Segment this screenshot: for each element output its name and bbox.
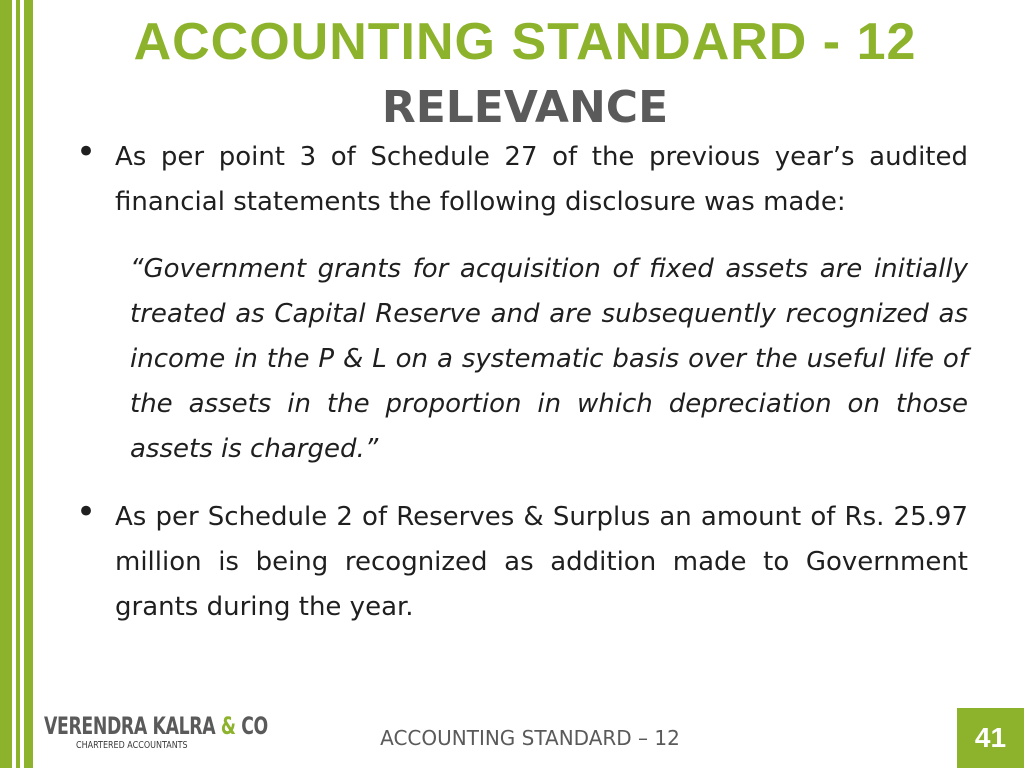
logo-name: VERENDRA KALRA [44, 712, 216, 740]
footer-title: ACCOUNTING STANDARD – 12 [380, 726, 680, 750]
page-number-badge [957, 708, 1024, 768]
accent-bar-left [0, 0, 12, 768]
logo-tagline: CHARTERED ACCOUNTANTS [76, 740, 188, 751]
logo-co: CO [241, 712, 268, 740]
slide-title: ACCOUNTING STANDARD - 12 [133, 13, 917, 71]
bullet-marker: • [76, 132, 97, 172]
logo-wordmark [44, 712, 268, 740]
slide-subtitle: RELEVANCE [381, 82, 669, 133]
accent-bar-right [24, 0, 33, 768]
quoted-disclosure: “Government grants for acquisition of fixed assets are initially treated as Capital Reserve and are subsequently recognized as income in the P & L on a systematic basis over the useful life of the assets in the proportion in which depreciation on those assets is charged.” [130, 254, 968, 464]
bullet-text-1: As per point 3 of Schedule 27 of the previous year’s audited financial statements the following disclosure was made: [115, 142, 968, 217]
firm-logo [44, 712, 268, 752]
bullet-text-2: As per Schedule 2 of Reserves & Surplus an amount of Rs. 25.97 million is being recognized as addition made to Government grants during the year. [115, 502, 968, 622]
page-number: 41 [974, 722, 1007, 753]
bullet-marker: • [76, 492, 97, 532]
logo-ampersand: & [220, 712, 236, 740]
accent-bar-thin [16, 0, 20, 768]
